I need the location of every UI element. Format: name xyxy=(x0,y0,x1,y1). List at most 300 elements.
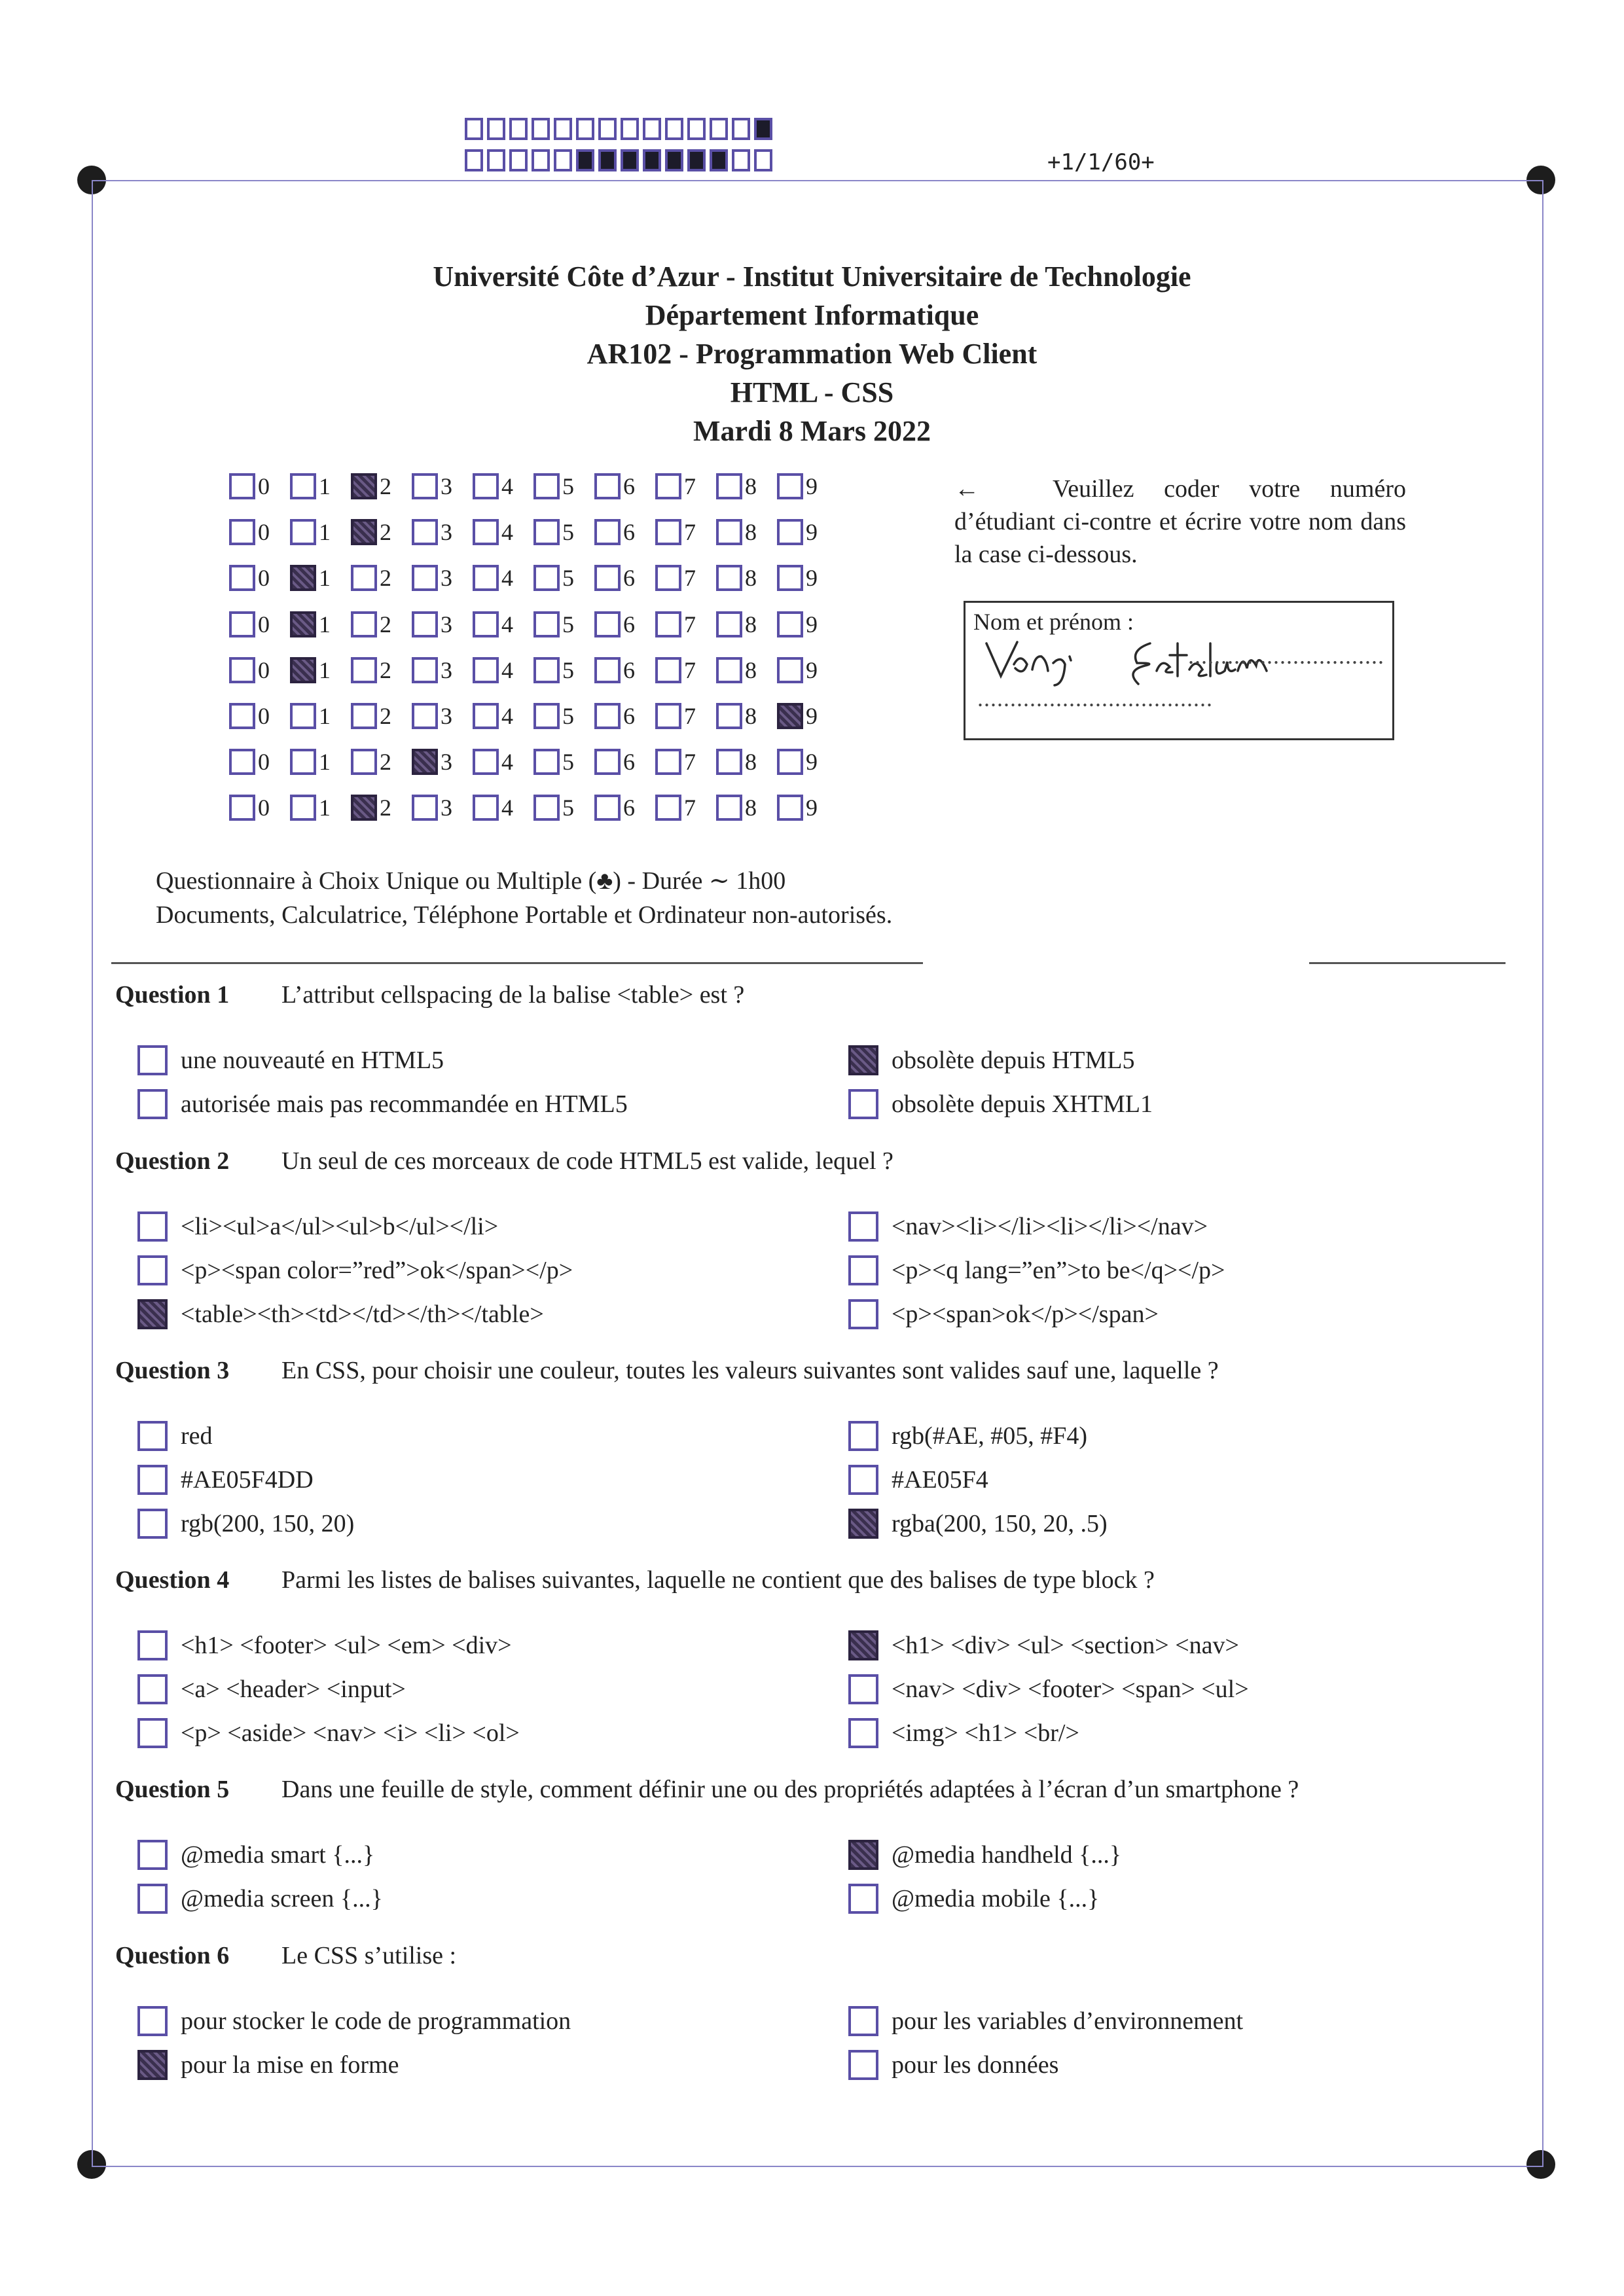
digit-option[interactable] xyxy=(655,656,716,684)
digit-checkbox[interactable] xyxy=(351,657,377,683)
digit-option[interactable] xyxy=(716,794,777,821)
name-label: Nom et prénom : xyxy=(973,609,1134,635)
digit-checkbox[interactable] xyxy=(777,703,803,729)
digit-option[interactable] xyxy=(716,702,777,730)
digit-label: 7 xyxy=(684,519,696,545)
digit-label: 4 xyxy=(501,703,513,729)
digit-option[interactable] xyxy=(290,794,351,821)
digit-checkbox[interactable] xyxy=(594,611,621,637)
digit-option[interactable] xyxy=(290,611,351,638)
answer-checkbox[interactable] xyxy=(848,1718,878,1748)
answer-label: <a> <header> <input> xyxy=(181,1676,406,1703)
digit-option[interactable] xyxy=(290,656,351,684)
digit-label: 4 xyxy=(501,519,513,545)
digit-checkbox[interactable] xyxy=(655,657,681,683)
answer-label: pour stocker le code de programmation xyxy=(181,2007,571,2035)
answer-option[interactable] xyxy=(848,1674,1249,1704)
answer-label: une nouveauté en HTML5 xyxy=(181,1047,444,1074)
digit-option[interactable] xyxy=(594,748,655,776)
digit-checkbox[interactable] xyxy=(655,565,681,591)
answer-option[interactable] xyxy=(137,1465,314,1495)
digit-label: 0 xyxy=(258,795,270,821)
digit-checkbox[interactable] xyxy=(594,565,621,591)
digit-label: 2 xyxy=(380,519,391,545)
digit-option[interactable] xyxy=(412,564,473,592)
digit-option[interactable] xyxy=(655,473,716,500)
digit-checkbox[interactable] xyxy=(594,473,621,499)
digit-label: 3 xyxy=(441,473,452,499)
header-course: AR102 - Programmation Web Client xyxy=(586,338,1038,370)
digit-checkbox[interactable] xyxy=(290,703,316,729)
digit-checkbox[interactable] xyxy=(351,473,377,499)
digit-label: 3 xyxy=(441,657,452,683)
answer-checkbox[interactable] xyxy=(848,1421,878,1451)
digit-option[interactable] xyxy=(473,794,533,821)
digit-option[interactable] xyxy=(351,748,412,776)
answer-option[interactable] xyxy=(848,1089,1153,1119)
digit-checkbox[interactable] xyxy=(290,519,316,545)
answer-option[interactable] xyxy=(137,1884,383,1914)
digit-option[interactable] xyxy=(716,656,777,684)
digit-label: 6 xyxy=(623,519,635,545)
digit-option[interactable] xyxy=(473,564,533,592)
digit-label: 7 xyxy=(684,473,696,499)
answer-checkbox[interactable] xyxy=(137,1089,168,1119)
digit-label: 3 xyxy=(441,749,452,775)
digit-option[interactable] xyxy=(533,611,594,638)
left-arrow-icon: ← xyxy=(954,475,979,503)
digit-checkbox[interactable] xyxy=(594,703,621,729)
digit-option[interactable] xyxy=(655,518,716,546)
answer-option[interactable] xyxy=(137,1089,628,1119)
digit-option[interactable] xyxy=(594,473,655,500)
digit-checkbox[interactable] xyxy=(351,565,377,591)
digit-label: 8 xyxy=(745,749,757,775)
digit-option[interactable] xyxy=(473,518,533,546)
digit-checkbox[interactable] xyxy=(351,519,377,545)
digit-option[interactable] xyxy=(351,611,412,638)
digit-option[interactable] xyxy=(290,564,351,592)
digit-checkbox[interactable] xyxy=(412,703,438,729)
digit-label: 1 xyxy=(319,565,331,591)
student-instructions xyxy=(954,473,1406,571)
answer-label: pour les données xyxy=(892,2051,1059,2079)
answer-option[interactable] xyxy=(137,2050,399,2080)
digit-option[interactable] xyxy=(351,473,412,500)
answer-option[interactable] xyxy=(137,1299,544,1329)
digit-option[interactable] xyxy=(716,564,777,592)
digit-label: 0 xyxy=(258,749,270,775)
digit-option[interactable] xyxy=(229,564,290,592)
digit-checkbox[interactable] xyxy=(473,473,499,499)
digit-option[interactable] xyxy=(716,611,777,638)
answer-checkbox[interactable] xyxy=(137,1299,168,1329)
answer-checkbox[interactable] xyxy=(848,1255,878,1285)
digit-option[interactable] xyxy=(229,611,290,638)
digit-option[interactable] xyxy=(533,748,594,776)
digit-label: 6 xyxy=(623,703,635,729)
question-header xyxy=(115,980,744,1009)
digit-checkbox[interactable] xyxy=(351,703,377,729)
digit-option[interactable] xyxy=(412,656,473,684)
digit-option[interactable] xyxy=(533,473,594,500)
student-number-row xyxy=(229,518,838,546)
digit-checkbox[interactable] xyxy=(351,795,377,821)
answer-label: <nav><li></li><li></li></nav> xyxy=(892,1213,1208,1240)
student-instructions-text: Veuillez coder votre numéro d’étudiant ci-contre et écrire votre nom dans la case ci-dessous. xyxy=(954,475,1406,568)
digit-label: 8 xyxy=(745,473,757,499)
digit-checkbox[interactable] xyxy=(777,611,803,637)
digit-checkbox[interactable] xyxy=(473,703,499,729)
digit-checkbox[interactable] xyxy=(229,749,255,775)
answer-checkbox[interactable] xyxy=(137,1884,168,1914)
digit-checkbox[interactable] xyxy=(716,473,742,499)
digit-option[interactable] xyxy=(777,656,838,684)
digit-checkbox[interactable] xyxy=(655,795,681,821)
digit-checkbox[interactable] xyxy=(594,749,621,775)
answer-label: @media handheld {...} xyxy=(892,1841,1122,1869)
answer-checkbox[interactable] xyxy=(848,1089,878,1119)
digit-option[interactable] xyxy=(594,518,655,546)
digit-checkbox[interactable] xyxy=(533,611,560,637)
digit-checkbox[interactable] xyxy=(229,703,255,729)
digit-checkbox[interactable] xyxy=(533,657,560,683)
digit-option[interactable] xyxy=(655,611,716,638)
digit-option[interactable] xyxy=(655,564,716,592)
digit-checkbox[interactable] xyxy=(412,473,438,499)
divider-right xyxy=(1309,962,1506,964)
digit-label: 9 xyxy=(806,703,818,729)
digit-option[interactable] xyxy=(594,702,655,730)
digit-label: 0 xyxy=(258,611,270,637)
digit-option[interactable] xyxy=(229,748,290,776)
answer-option[interactable] xyxy=(848,1840,1121,1870)
answer-checkbox[interactable] xyxy=(137,1211,168,1242)
digit-option[interactable] xyxy=(594,564,655,592)
question-header xyxy=(115,1147,893,1175)
digit-checkbox[interactable] xyxy=(533,749,560,775)
digit-option[interactable] xyxy=(533,702,594,730)
digit-checkbox[interactable] xyxy=(290,749,316,775)
answer-checkbox[interactable] xyxy=(848,1840,878,1870)
answer-checkbox[interactable] xyxy=(848,1299,878,1329)
digit-option[interactable] xyxy=(473,656,533,684)
digit-option[interactable] xyxy=(412,518,473,546)
digit-label: 5 xyxy=(562,519,574,545)
answer-option[interactable] xyxy=(137,1840,374,1870)
digit-option[interactable] xyxy=(229,473,290,500)
answer-option[interactable] xyxy=(137,1045,444,1075)
digit-checkbox[interactable] xyxy=(655,611,681,637)
digit-checkbox[interactable] xyxy=(229,473,255,499)
exam-instructions-line-2: Documents, Calculatrice, Téléphone Portable et Ordinateur non-autorisés. xyxy=(156,901,893,929)
digit-option[interactable] xyxy=(473,611,533,638)
digit-checkbox[interactable] xyxy=(777,657,803,683)
digit-option[interactable] xyxy=(412,748,473,776)
digit-checkbox[interactable] xyxy=(473,611,499,637)
digit-option[interactable] xyxy=(594,794,655,821)
digit-checkbox[interactable] xyxy=(533,565,560,591)
digit-option[interactable] xyxy=(655,702,716,730)
digit-label: 7 xyxy=(684,703,696,729)
answer-checkbox[interactable] xyxy=(137,1718,168,1748)
digit-label: 8 xyxy=(745,657,757,683)
answer-option[interactable] xyxy=(848,1718,1079,1748)
answer-checkbox[interactable] xyxy=(137,1465,168,1495)
answer-label: <h1> <div> <ul> <section> <nav> xyxy=(892,1632,1239,1659)
answer-checkbox[interactable] xyxy=(137,1630,168,1660)
digit-checkbox[interactable] xyxy=(412,519,438,545)
digit-label: 3 xyxy=(441,565,452,591)
digit-option[interactable] xyxy=(777,518,838,546)
answer-option[interactable] xyxy=(848,1630,1239,1660)
answer-label: pour la mise en forme xyxy=(181,2051,399,2079)
answer-label: <table><th><td></td></th></table> xyxy=(181,1300,544,1328)
digit-checkbox[interactable] xyxy=(290,565,316,591)
digit-option[interactable] xyxy=(777,473,838,500)
answer-label: <nav> <div> <footer> <span> <ul> xyxy=(892,1676,1249,1703)
answer-label: #AE05F4 xyxy=(892,1466,988,1494)
digit-checkbox[interactable] xyxy=(655,473,681,499)
digit-checkbox[interactable] xyxy=(412,565,438,591)
digit-checkbox[interactable] xyxy=(473,565,499,591)
digit-checkbox[interactable] xyxy=(229,795,255,821)
digit-label: 8 xyxy=(745,519,757,545)
answer-option[interactable] xyxy=(137,1630,512,1660)
digit-checkbox[interactable] xyxy=(412,657,438,683)
digit-option[interactable] xyxy=(716,748,777,776)
digit-label: 8 xyxy=(745,795,757,821)
digit-option[interactable] xyxy=(351,518,412,546)
answer-checkbox[interactable] xyxy=(848,1884,878,1914)
answer-label: @media mobile {...} xyxy=(892,1885,1100,1912)
digit-checkbox[interactable] xyxy=(716,565,742,591)
digit-checkbox[interactable] xyxy=(412,749,438,775)
answer-label: rgba(200, 150, 20, .5) xyxy=(892,1510,1108,1537)
digit-option[interactable] xyxy=(594,656,655,684)
digit-checkbox[interactable] xyxy=(473,795,499,821)
digit-checkbox[interactable] xyxy=(229,657,255,683)
digit-checkbox[interactable] xyxy=(716,519,742,545)
answer-label: #AE05F4DD xyxy=(181,1466,314,1494)
digit-checkbox[interactable] xyxy=(412,611,438,637)
digit-checkbox[interactable] xyxy=(229,519,255,545)
answer-checkbox[interactable] xyxy=(137,1045,168,1075)
answer-label: pour les variables d’environnement xyxy=(892,2007,1244,2035)
question-number: Question 1 xyxy=(115,981,230,1009)
answer-option[interactable] xyxy=(848,1465,988,1495)
answer-checkbox[interactable] xyxy=(848,1674,878,1704)
digit-label: 3 xyxy=(441,611,452,637)
digit-option[interactable] xyxy=(777,611,838,638)
answer-option[interactable] xyxy=(848,1421,1087,1451)
digit-label: 4 xyxy=(501,657,513,683)
digit-checkbox[interactable] xyxy=(594,657,621,683)
digit-label: 3 xyxy=(441,703,452,729)
answer-option[interactable] xyxy=(137,1421,213,1451)
digit-option[interactable] xyxy=(716,473,777,500)
digit-label: 1 xyxy=(319,657,331,683)
digit-option[interactable] xyxy=(777,748,838,776)
answer-option[interactable] xyxy=(848,1509,1108,1539)
answer-checkbox[interactable] xyxy=(137,1509,168,1539)
digit-checkbox[interactable] xyxy=(777,565,803,591)
answer-checkbox[interactable] xyxy=(848,2006,878,2036)
digit-option[interactable] xyxy=(290,748,351,776)
digit-checkbox[interactable] xyxy=(290,473,316,499)
digit-label: 1 xyxy=(319,795,331,821)
answer-option[interactable] xyxy=(848,1045,1135,1075)
digit-option[interactable] xyxy=(533,518,594,546)
digit-option[interactable] xyxy=(351,656,412,684)
digit-option[interactable] xyxy=(473,473,533,500)
digit-label: 7 xyxy=(684,565,696,591)
name-dots-line-1: .............................. xyxy=(1188,643,1384,669)
digit-checkbox[interactable] xyxy=(594,519,621,545)
digit-label: 5 xyxy=(562,703,574,729)
answer-option[interactable] xyxy=(848,1884,1099,1914)
answer-option[interactable] xyxy=(848,1255,1225,1285)
answer-option[interactable] xyxy=(137,1509,354,1539)
answer-checkbox[interactable] xyxy=(848,1211,878,1242)
digit-checkbox[interactable] xyxy=(533,519,560,545)
digit-checkbox[interactable] xyxy=(351,749,377,775)
digit-option[interactable] xyxy=(473,748,533,776)
answer-label: red xyxy=(181,1422,213,1450)
digit-checkbox[interactable] xyxy=(655,519,681,545)
question-header xyxy=(115,1566,1155,1594)
digit-checkbox[interactable] xyxy=(594,795,621,821)
digit-label: 9 xyxy=(806,657,818,683)
digit-checkbox[interactable] xyxy=(290,795,316,821)
answer-option[interactable] xyxy=(137,1211,498,1242)
answer-label: rgb(200, 150, 20) xyxy=(181,1510,355,1537)
answer-checkbox[interactable] xyxy=(137,1421,168,1451)
digit-label: 0 xyxy=(258,565,270,591)
answer-label: <li><ul>a</ul><ul>b</ul></li> xyxy=(181,1213,499,1240)
question-number: Question 6 xyxy=(115,1942,230,1969)
answer-option[interactable] xyxy=(137,1674,406,1704)
digit-checkbox[interactable] xyxy=(229,611,255,637)
digit-checkbox[interactable] xyxy=(290,657,316,683)
digit-checkbox[interactable] xyxy=(777,795,803,821)
digit-checkbox[interactable] xyxy=(533,703,560,729)
answer-option[interactable] xyxy=(848,2050,1058,2080)
digit-label: 1 xyxy=(319,473,331,499)
digit-option[interactable] xyxy=(533,656,594,684)
digit-option[interactable] xyxy=(412,794,473,821)
digit-option[interactable] xyxy=(229,518,290,546)
digit-option[interactable] xyxy=(412,611,473,638)
digit-checkbox[interactable] xyxy=(716,657,742,683)
student-number-row xyxy=(229,611,838,638)
answer-checkbox[interactable] xyxy=(137,2050,168,2080)
digit-option[interactable] xyxy=(777,564,838,592)
digit-checkbox[interactable] xyxy=(777,519,803,545)
digit-checkbox[interactable] xyxy=(412,795,438,821)
digit-option[interactable] xyxy=(777,794,838,821)
answer-option[interactable] xyxy=(137,2006,571,2036)
question-number: Question 3 xyxy=(115,1357,230,1384)
answer-option[interactable] xyxy=(848,1299,1159,1329)
digit-checkbox[interactable] xyxy=(351,611,377,637)
question-text: Parmi les listes de balises suivantes, laquelle ne contient que des balises de type block ? xyxy=(281,1566,1155,1594)
digit-checkbox[interactable] xyxy=(290,611,316,637)
digit-option[interactable] xyxy=(594,611,655,638)
digit-checkbox[interactable] xyxy=(473,657,499,683)
digit-option[interactable] xyxy=(533,564,594,592)
digit-checkbox[interactable] xyxy=(473,519,499,545)
student-number-row xyxy=(229,473,838,500)
digit-option[interactable] xyxy=(229,702,290,730)
answer-checkbox[interactable] xyxy=(848,1630,878,1660)
digit-option[interactable] xyxy=(655,748,716,776)
answer-checkbox[interactable] xyxy=(137,1674,168,1704)
digit-option[interactable] xyxy=(412,702,473,730)
answer-checkbox[interactable] xyxy=(848,1509,878,1539)
digit-option[interactable] xyxy=(777,702,838,730)
digit-option[interactable] xyxy=(351,794,412,821)
digit-option[interactable] xyxy=(412,473,473,500)
digit-option[interactable] xyxy=(229,794,290,821)
digit-label: 1 xyxy=(319,703,331,729)
answer-checkbox[interactable] xyxy=(848,2050,878,2080)
digit-checkbox[interactable] xyxy=(473,749,499,775)
digit-label: 5 xyxy=(562,749,574,775)
digit-checkbox[interactable] xyxy=(716,795,742,821)
digit-option[interactable] xyxy=(229,656,290,684)
digit-option[interactable] xyxy=(716,518,777,546)
header-department: Département Informatique xyxy=(645,299,979,331)
digit-checkbox[interactable] xyxy=(716,749,742,775)
question-text: L’attribut cellspacing de la balise <table> est ? xyxy=(281,981,745,1009)
answer-option[interactable] xyxy=(848,1211,1208,1242)
digit-option[interactable] xyxy=(655,794,716,821)
answer-option[interactable] xyxy=(137,1255,573,1285)
answer-checkbox[interactable] xyxy=(137,2006,168,2036)
answer-checkbox[interactable] xyxy=(848,1045,878,1075)
digit-option[interactable] xyxy=(290,518,351,546)
digit-option[interactable] xyxy=(473,702,533,730)
digit-option[interactable] xyxy=(533,794,594,821)
question-text: Un seul de ces morceaux de code HTML5 est valide, lequel ? xyxy=(281,1147,893,1175)
digit-option[interactable] xyxy=(351,702,412,730)
digit-option[interactable] xyxy=(351,564,412,592)
digit-option[interactable] xyxy=(290,702,351,730)
answer-checkbox[interactable] xyxy=(848,1465,878,1495)
answer-option[interactable] xyxy=(137,1718,520,1748)
question-number: Question 4 xyxy=(115,1566,230,1594)
answer-checkbox[interactable] xyxy=(137,1255,168,1285)
digit-checkbox[interactable] xyxy=(655,749,681,775)
digit-label: 3 xyxy=(441,519,452,545)
answer-option[interactable] xyxy=(848,2006,1243,2036)
digit-checkbox[interactable] xyxy=(655,703,681,729)
digit-checkbox[interactable] xyxy=(533,473,560,499)
digit-checkbox[interactable] xyxy=(777,473,803,499)
digit-checkbox[interactable] xyxy=(533,795,560,821)
digit-label: 2 xyxy=(380,795,391,821)
digit-label: 7 xyxy=(684,611,696,637)
digit-checkbox[interactable] xyxy=(777,749,803,775)
page-code-row-2 xyxy=(465,149,772,171)
digit-checkbox[interactable] xyxy=(229,565,255,591)
digit-option[interactable] xyxy=(290,473,351,500)
digit-checkbox[interactable] xyxy=(716,703,742,729)
digit-checkbox[interactable] xyxy=(716,611,742,637)
answer-checkbox[interactable] xyxy=(137,1840,168,1870)
student-number-row xyxy=(229,656,838,684)
